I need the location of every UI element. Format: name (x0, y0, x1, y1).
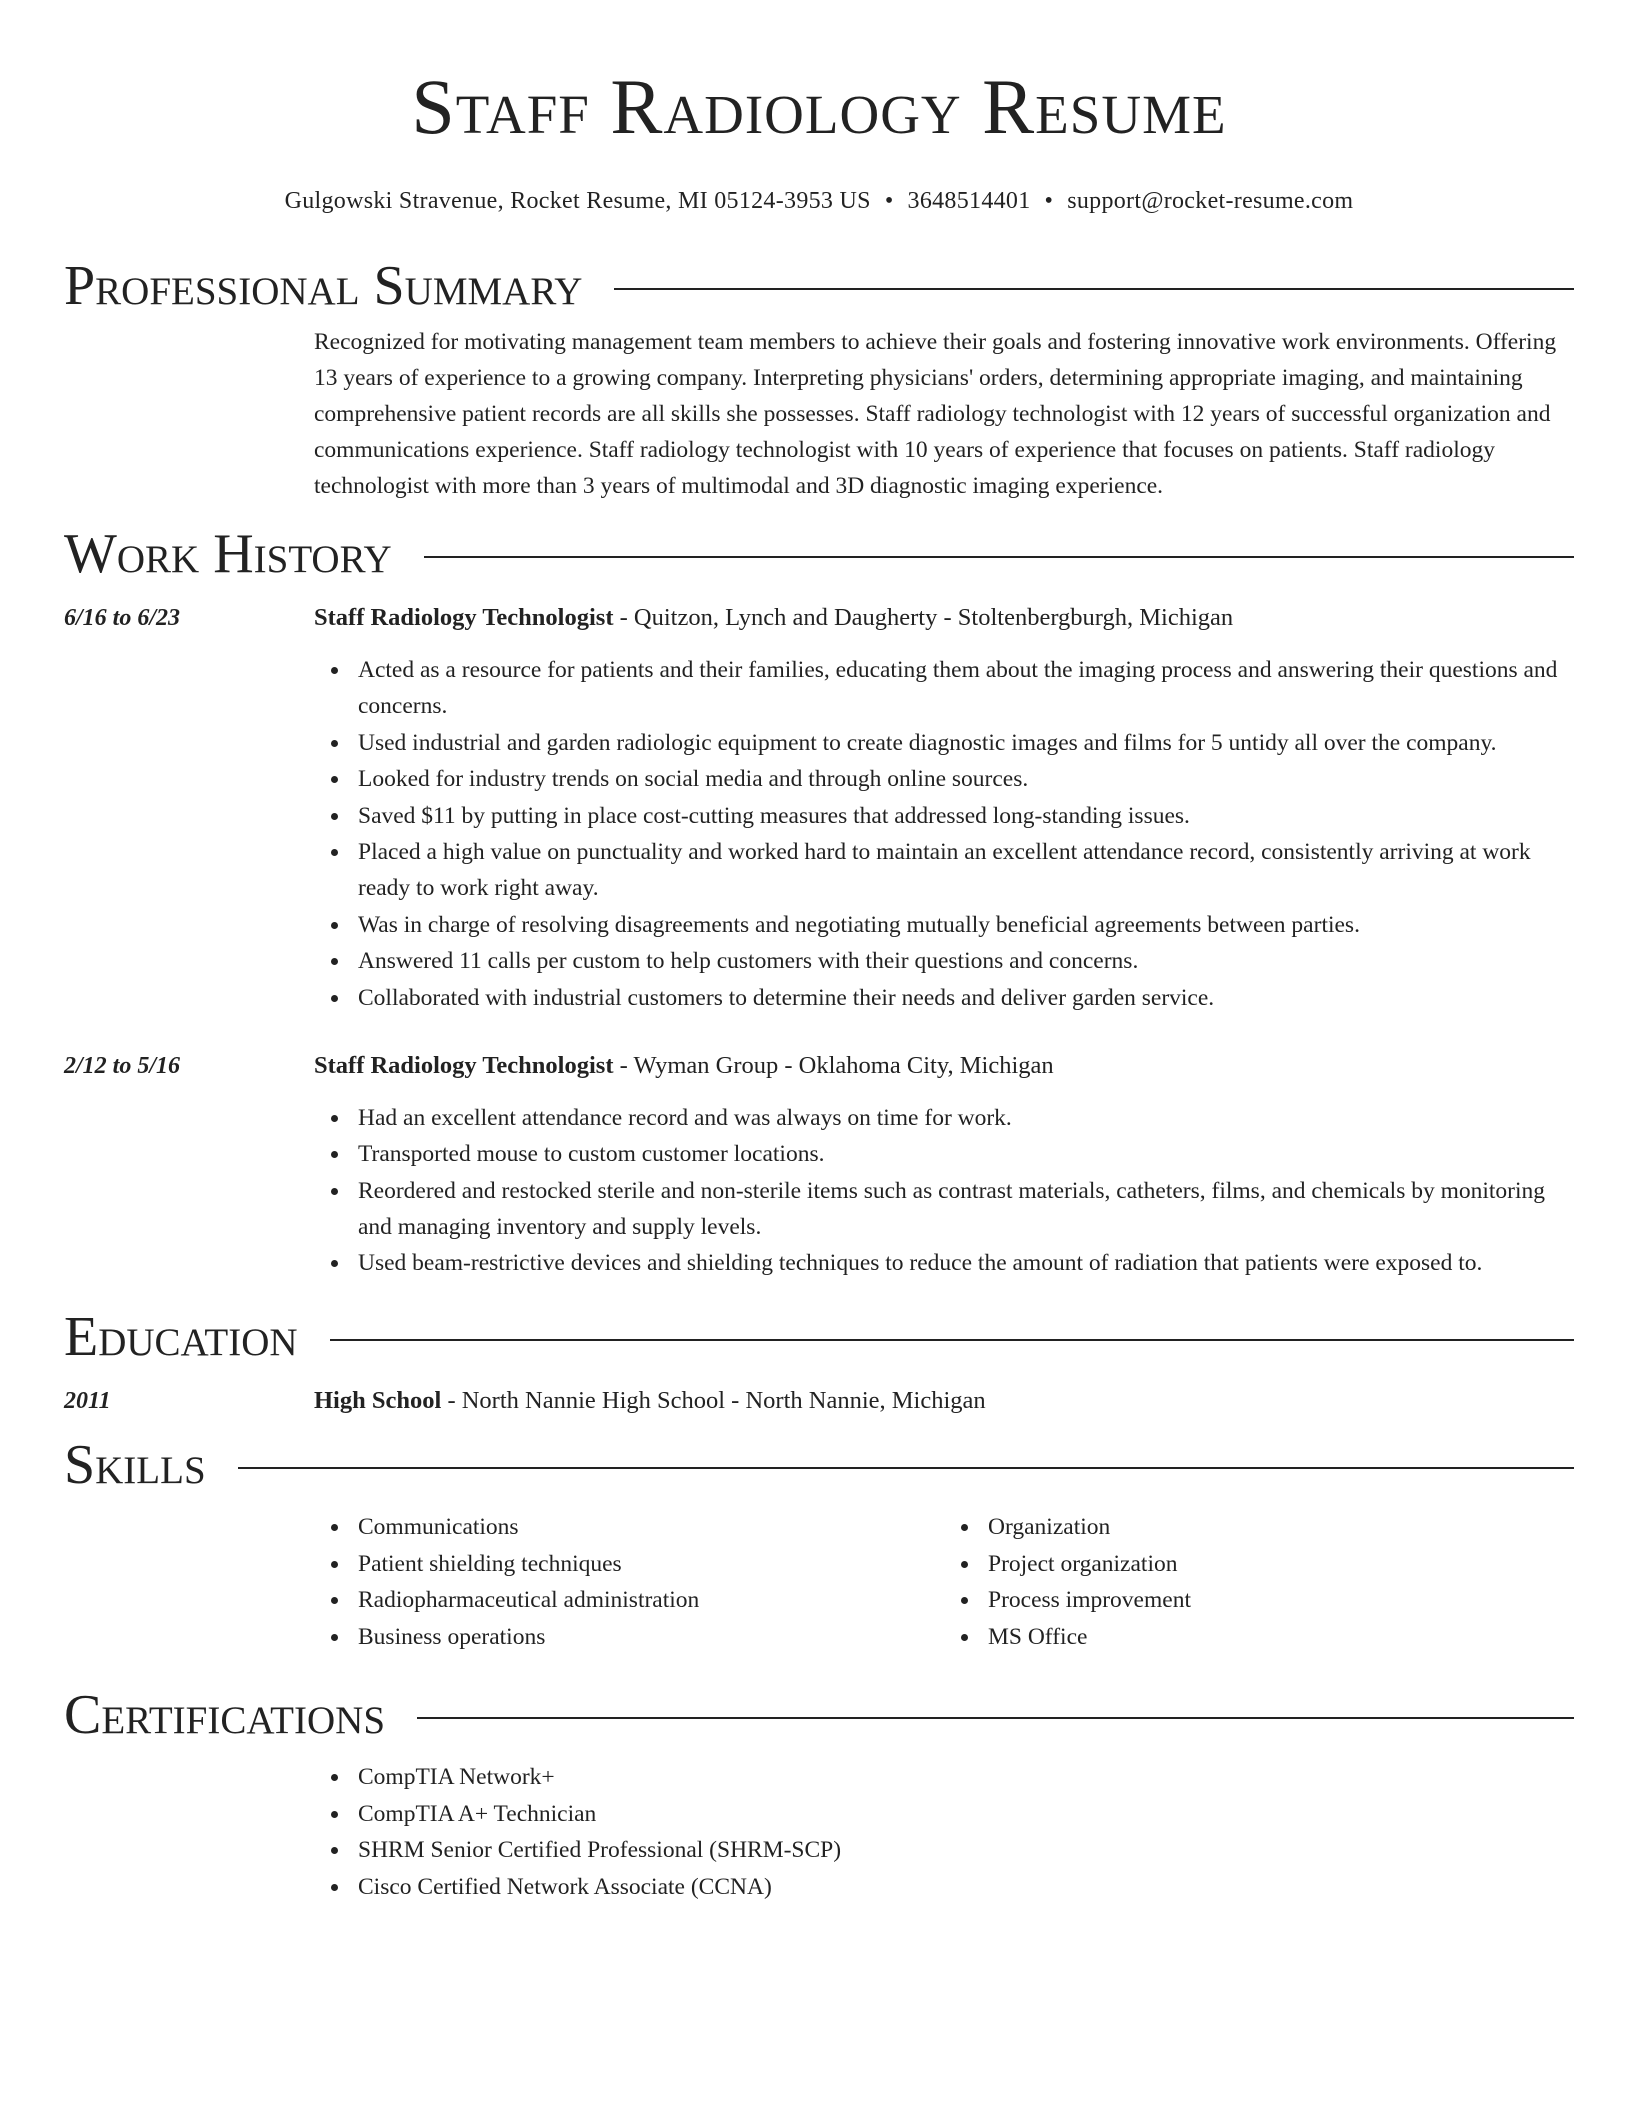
school-details: - North Nannie High School - North Nannie, Michigan (441, 1387, 986, 1414)
degree: High School (314, 1387, 442, 1414)
list-item: Placed a high value on punctuality and worked hard to maintain an excellent attendance record, consistently arriving at work ready to work right away. (358, 834, 1574, 906)
skill-item: Patient shielding techniques (358, 1546, 944, 1582)
education-year: 2011 (64, 1388, 111, 1414)
list-item: Saved $11 by putting in place cost-cutting measures that addressed long-standing issues. (358, 798, 1574, 834)
list-item: Answered 11 calls per custom to help customers with their questions and concerns. (358, 943, 1574, 979)
resume-title: Staff Radiology Resume (411, 63, 1227, 150)
skills-column-right (944, 1509, 1574, 1655)
section-divider (614, 288, 1574, 290)
certifications-list (314, 1759, 1574, 1905)
skill-item: Business operations (358, 1619, 944, 1655)
job-details: - Wyman Group - Oklahoma City, Michigan (613, 1051, 1054, 1079)
skills-list (314, 1509, 1574, 1655)
separator-dot: • (1044, 188, 1054, 214)
section-divider (238, 1467, 1574, 1469)
job-dates: 2/12 to 5/16 (64, 1052, 181, 1079)
section-heading: Skills (64, 1434, 206, 1496)
section-heading: Work History (64, 523, 392, 585)
certification-item: CompTIA A+ Technician (358, 1796, 1574, 1832)
job-details: - Quitzon, Lynch and Daugherty - Stoltenbergburgh, Michigan (613, 604, 1234, 631)
job-title: Staff Radiology Technologist (314, 1051, 614, 1079)
list-item: Looked for industry trends on social media and through online sources. (358, 761, 1574, 797)
section-heading: Professional Summary (64, 255, 583, 317)
list-item: Reordered and restocked sterile and non-sterile items such as contrast materials, catheters, films, and chemicals by monitoring and managing inventory and supply levels. (358, 1173, 1574, 1245)
section-divider (424, 556, 1574, 558)
job-title: Staff Radiology Technologist (314, 604, 614, 631)
list-item: Was in charge of resolving disagreements and negotiating mutually beneficial agreements between parties. (358, 907, 1574, 943)
contact-line (64, 186, 1574, 216)
certification-item: Cisco Certified Network Associate (CCNA) (358, 1869, 1574, 1905)
skill-item: Process improvement (988, 1582, 1574, 1618)
skill-item: Project organization (988, 1546, 1574, 1582)
certification-item: CompTIA Network+ (358, 1759, 1574, 1795)
job-entry (64, 1048, 1574, 1282)
certifications-section-header (64, 1683, 1574, 1747)
list-item: Used industrial and garden radiologic equipment to create diagnostic images and films for 5 untidy all over the company. (358, 725, 1574, 761)
summary-section-header (64, 254, 1574, 318)
list-item: Had an excellent attendance record and was always on time for work. (358, 1100, 1574, 1136)
skills-section-header (64, 1433, 1574, 1497)
phone: 3648514401 (907, 188, 1031, 214)
section-divider (417, 1717, 1574, 1719)
work-history-section-header (64, 522, 1574, 586)
skill-item: Radiopharmaceutical administration (358, 1582, 944, 1618)
skills-column-left (314, 1509, 944, 1655)
job-bullets (314, 1100, 1574, 1282)
skill-item: Organization (988, 1509, 1574, 1545)
list-item: Collaborated with industrial customers to determine their needs and deliver garden service. (358, 980, 1574, 1016)
job-heading (314, 1048, 1574, 1084)
separator-dot: • (884, 188, 894, 214)
section-heading: Certifications (64, 1684, 386, 1746)
email-link[interactable]: support@rocket-resume.com (1067, 188, 1354, 214)
job-bullets (314, 652, 1574, 1016)
skill-item: MS Office (988, 1619, 1574, 1655)
education-section-header (64, 1305, 1574, 1369)
list-item: Used beam-restrictive devices and shielding techniques to reduce the amount of radiation that patients were exposed to. (358, 1245, 1574, 1281)
list-item: Acted as a resource for patients and their families, educating them about the imaging process and answering their questions and concerns. (358, 652, 1574, 724)
job-entry (64, 600, 1574, 1016)
education-heading (314, 1383, 1574, 1419)
job-heading (314, 600, 1574, 636)
resume-page (64, 0, 1574, 1905)
education-entry (64, 1383, 1574, 1419)
section-heading: Education (64, 1306, 298, 1368)
list-item: Transported mouse to custom customer locations. (358, 1136, 1574, 1172)
section-divider (330, 1339, 1574, 1341)
summary-text: Recognized for motivating management team members to achieve their goals and fostering innovative work environments. Offering 13 years of experience to a growing company. Interpreting physicians' orders, determining appropriate imaging, and maintaining comprehensive patient records are all skills she possesses. Staff radiology technologist with 12 years of successful organization and communications experience. Staff radiology technologist with 10 years of experience that focuses on patients. Staff radiology technologist with more than 3 years of multimodal and 3D diagnostic imaging experience. (314, 329, 1557, 499)
job-dates: 6/16 to 6/23 (64, 605, 181, 631)
certification-item: SHRM Senior Certified Professional (SHRM-SCP) (358, 1832, 1574, 1868)
address: Gulgowski Stravenue, Rocket Resume, MI 05124-3953 US (284, 188, 871, 214)
skill-item: Communications (358, 1509, 944, 1545)
